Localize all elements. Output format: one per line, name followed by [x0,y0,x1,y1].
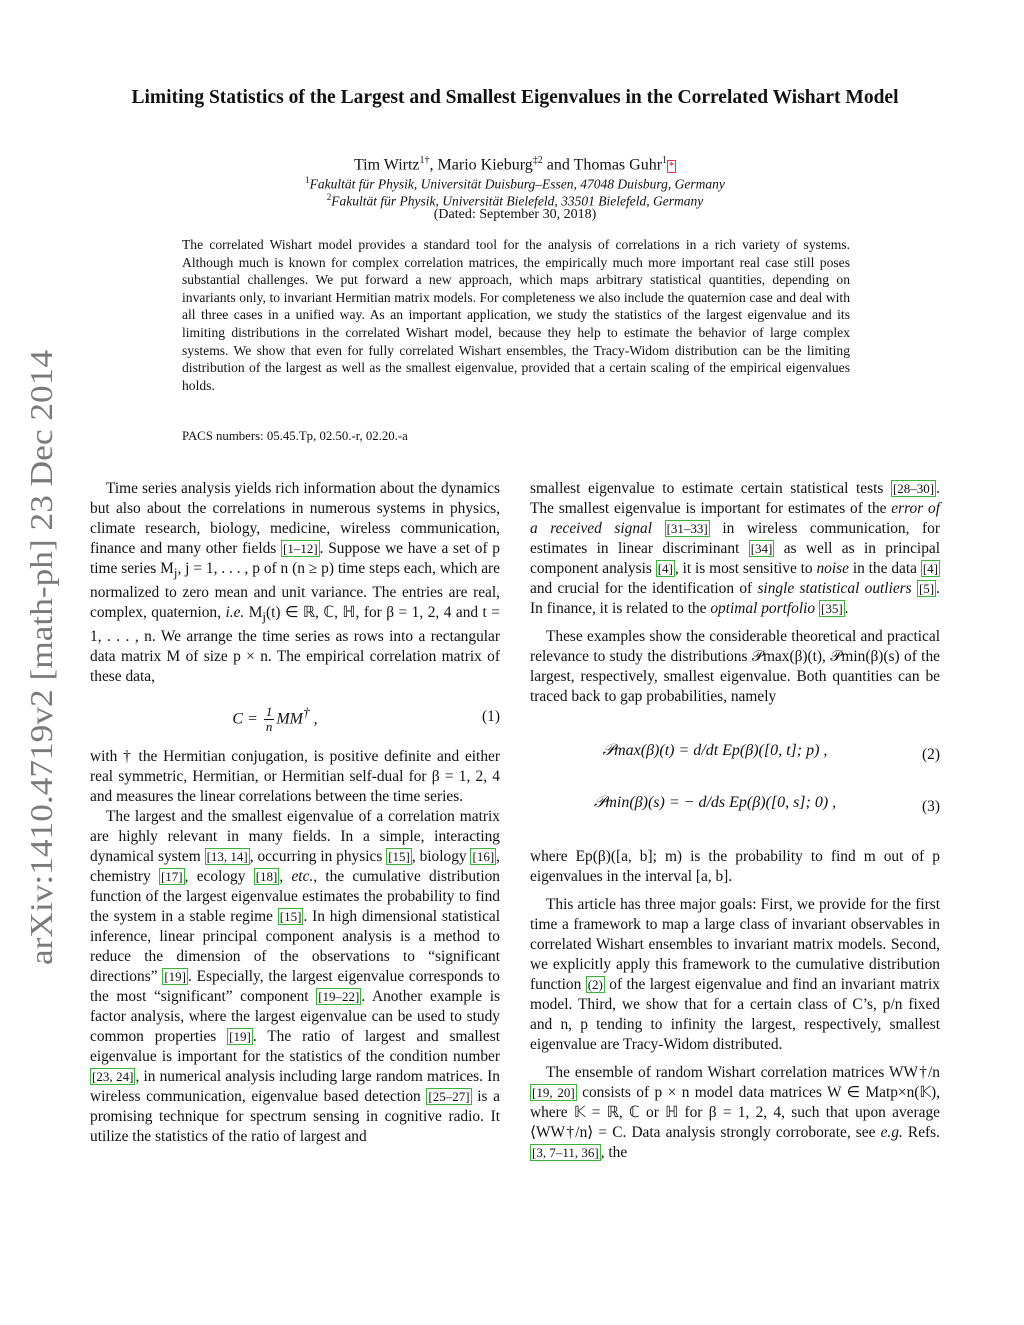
author-name: Thomas Guhr [573,156,663,174]
paragraph: where Ep(β)([a, b]; m) is the probability to find m out of p eigenvalues in the interval [a, b]. [530,848,940,885]
text-run: smallest eigenvalue to estimate certain statistical tests [530,480,891,497]
eq-lhs: C = [232,710,262,728]
text-run: , in numerical analysis including large random matrices. In wireless communication, eigenvalue based detection [90,1068,500,1106]
text-run: , chemistry [90,848,501,886]
author-name: Tim Wirtz [353,156,420,174]
citation-link[interactable]: [19] [229,1029,251,1045]
paragraph [530,895,940,1055]
affiliation-sup: 2 [326,192,332,202]
citation-link[interactable]: [17] [160,869,183,885]
citation-link[interactable]: [18] [255,869,278,885]
subscript: j [173,566,178,581]
corresponding-author-link[interactable]: * [669,161,675,173]
emphasis: i.e. [225,604,245,622]
paper-title: Limiting Statistics of the Largest and Smallest Eigenvalues in the Correlated Wishart Model [131,87,899,108]
author-sup: 1 [662,155,668,166]
arxiv-stamp-text: arXiv:1410.4719v2 [math-ph] 23 Dec 2014 [23,407,59,965]
citation-link[interactable]: [4] [657,561,673,576]
equation-link[interactable]: (2) [587,977,603,992]
abstract: The correlated Wishart model provides a standard tool for the analysis of correlations in a rich variety of systems. Although much is known for complex correlation matrices, the empirically much more important real case still poses substantial challenges. We put forward a new approach, which maps arbitrary statistical quantities, depending on invariants only, to invariant Hermitian matrix models. For completeness we also include the quaternion case and deal with all three cases in a unified way. As an important application, we study the statistics of the largest eigenvalue and its limiting distributions in the correlated Wishart model, because they help to estimate the behavior of large complex systems. We show that even for fully correlated Wishart ensembles, the Tracy-Widom distribution can be the limiting distribution of the largest as well as the smallest eigenvalue, provided that a certain scaling of the empirical eigenvalues holds. [182,237,850,393]
text-run: and crucial for the identification of [530,580,758,597]
text-run: , biology [411,848,471,866]
affiliation-sup: 1 [305,175,310,185]
date-line: (Dated: September 30, 2018) [433,207,597,222]
equation-number: (2) [922,746,940,763]
emphasis: single statistical outliers [757,580,912,597]
paragraph [530,479,940,619]
citation-link[interactable]: [34] [750,541,773,556]
text-run: , occurring in physics [249,848,387,866]
text-run: , the cumulative distribution function of the largest eigenvalue estimates the probability to find the system in a stable regime [90,868,501,926]
citation-link[interactable]: [16] [472,849,495,865]
text-run: . The ratio of largest and smallest eigenvalue is important for the statistics of the condition number [90,1028,500,1066]
emphasis: e.g. [880,1124,903,1141]
citation-link[interactable]: [19–22] [318,989,360,1005]
text-run: . Another example is factor analysis, where the largest eigenvalue can be used to study common properties [90,988,501,1046]
text-run: of the largest eigenvalue and find an invariant matrix model. Third, we show that for a certain class of C’s, p/n fixed and n, p tending to infinity the largest, respectively, smallest eigenvalue are Tracy-Widom distributed. [530,976,940,1053]
author-name: Mario Kieburg [437,156,533,174]
citation-link[interactable]: [31–33] [666,521,708,536]
citation-link[interactable]: [13, 14] [206,849,248,865]
text-run: consists of p × n model data matrices W ∈ Matp×n(𝕂), where 𝕂 = ℝ, ℂ or ℍ for β = 1, 2, 4, such that upon average ⟨WW†/n⟩ = C. Data analysis strongly corroborate, see [530,1084,940,1141]
text-run: is a promising technique for spectrum sensing in cognitive radio. It utilize the statistics of the ratio of largest and [90,1088,501,1146]
author-sup: 1† [419,155,430,166]
emphasis: noise [816,560,849,577]
paragraph: These examples show the considerable theoretical and practical relevance to study the distributions 𝒫max(β)(t), 𝒫min(β)(s) of the largest, respectively, smallest eigenvalue. Both quantities can be traced back to gap probabilities, namely [530,628,940,705]
citation-link[interactable]: [4] [922,561,938,576]
text-run: This article has three major goals: First, we provide for the first time a framework to map a large class of invariant observables in correlated Wishart ensembles to invariant matrix models. Second, we explicitly apply this framework to the cumulative distribution function [530,896,940,993]
text-run: , ecology [184,868,254,886]
equation-body: 𝒫min(β)(s) = − d/ds Ep(β)([0, s]; 0) , [593,794,837,811]
text-run: . In high dimensional statistical inference, linear principal component analysis is a method to reduce the dimension of the observations to “significant directions” [90,908,501,986]
fraction-numerator: 1 [265,704,273,720]
dagger: † [302,705,310,721]
fraction-denominator: n [265,719,273,735]
citation-link[interactable]: [1–12] [283,541,318,556]
text-run: , j = 1, . . . , p of n (n ≥ p) time steps each, which are normalized to zero mean and unit variance. The entries are real, complex, quaternion, [90,560,500,622]
citation-link[interactable]: [35] [820,601,843,616]
right-column [530,479,940,1163]
affiliation-text: Fakultät für Physik, Universität Duisburg–Essen, 47048 Duisburg, Germany [309,176,725,192]
emphasis: etc. [291,868,314,886]
citation-link[interactable]: [15] [279,909,302,925]
subscript: j [262,610,266,625]
equation-2 [530,733,940,777]
author-sup: ‡2 [532,155,543,166]
fraction [264,705,275,734]
text-run: , [279,868,292,886]
pacs-numbers: PACS numbers: 05.45.Tp, 02.50.-r, 02.20.-a [182,429,408,443]
author-conjunction: and [546,156,570,174]
eq-tail: , [309,710,318,728]
equation-number: (1) [482,708,500,726]
citation-link[interactable]: [15] [388,849,410,865]
paragraph [90,479,500,687]
text-run: M [244,604,263,622]
text-run: . Suppose we have a set of p time series M [90,540,500,577]
eq-rhs: MM [276,710,303,728]
paragraph [530,1063,940,1163]
citation-link[interactable]: [23, 24] [92,1069,134,1085]
text-run: , the [600,1144,628,1161]
text-run: Time series analysis yields rich information about the dynamics but also about the correlations in numerous systems in physics, climate research, biology, medicine, wireless communication, finance and many other fields [90,480,500,557]
text-run: . [844,600,849,617]
equation-body [90,703,460,734]
text-run: in the data [848,560,921,577]
paragraph: with † the Hermitian conjugation, is positive definite and either real symmetric, Hermitian, or Hermitian self-dual for β = 1, 2, 4 and measures the linear correlations between the time series. [90,748,500,806]
text-run: The largest and the smallest eigenvalue of a correlation matrix are highly relevant in many fields. In a simple, interacting dynamical system [90,808,500,866]
paragraph [90,807,500,1147]
citation-link[interactable]: [25–27] [428,1089,470,1105]
text-run: . In finance, it is related to the [530,580,940,617]
equation-number: (3) [922,798,940,815]
text-run: Refs. [902,1124,940,1141]
citation-link[interactable]: [3, 7–11, 36] [532,1145,599,1160]
text-run: . The smallest eigenvalue is important for estimates of the [530,480,940,517]
text-run: , it is most sensitive to [674,560,817,577]
citation-link[interactable]: [19] [164,969,186,985]
equation-3 [530,785,940,829]
left-column [90,479,500,1147]
citation-link[interactable]: [28–30] [892,481,935,496]
text-run: . Especially, the largest eigenvalue corresponds to the most “significant” component [90,968,500,1006]
citation-link[interactable]: [19, 20] [532,1085,575,1100]
emphasis: error of a received signal [530,500,940,537]
text-run: The ensemble of random Wishart correlation matrices WW†/n [546,1064,940,1081]
text-run: in wireless communication, for estimates in linear discriminant [530,520,940,557]
equation-1 [90,695,500,739]
author-sep: , [429,156,434,174]
affiliation-text: Fakultät für Physik, Universität Bielefeld, 33501 Bielefeld, Germany [331,193,704,209]
equation-body: 𝒫max(β)(t) = d/dt Ep(β)([0, t]; p) , [602,742,828,759]
text-run: (t) ∈ ℝ, ℂ, ℍ, for β = 1, 2, 4 and t = 1, . . . , n. We arrange the time series as rows into a rectangular data matrix M of size p × n. The empirical correlation matrix of these data, [90,604,500,686]
emphasis: optimal portfolio [710,600,816,617]
text-run: as well as in principal component analysis [530,540,940,577]
citation-link[interactable]: [5] [918,581,935,596]
arxiv-side-stamp [8,340,66,980]
